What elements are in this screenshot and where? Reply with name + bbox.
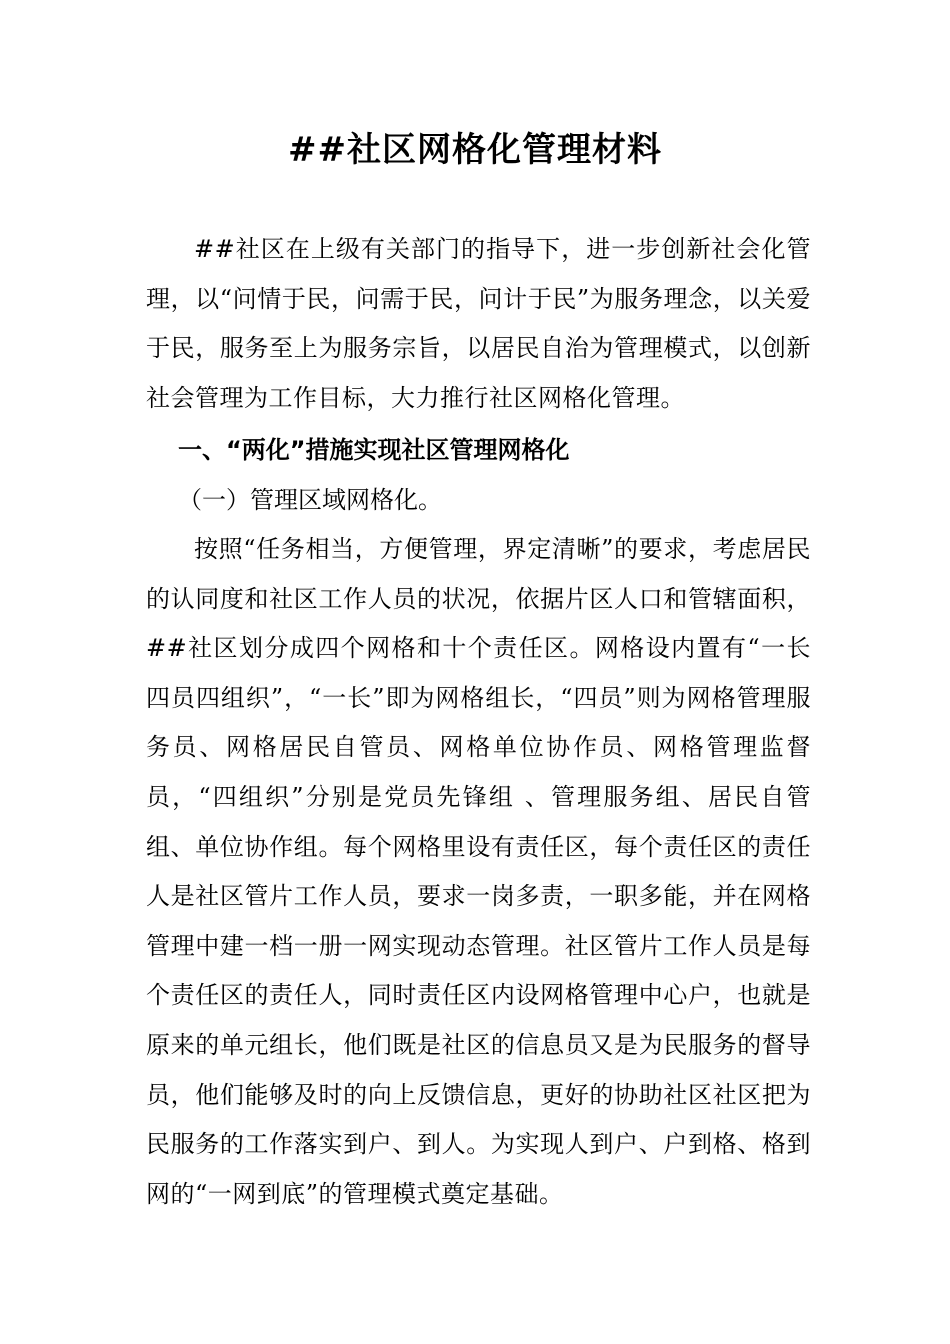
subsection-paragraph-1: 按照“任务相当，方便管理，界定清晰”的要求，考虑居民的认同度和社区工作人员的状况，依据片区人口和管辖面积，##社区划分成四个网格和十个责任区。网格设内置有“一长四员四组织”，“一长”即为网格组长，“四员”则为网格管理服务员、网格居民自管员、网格单位协作员、网格管理监督员，“四组织”分别是党员先锋组 、管理服务组、居民自管组、单位协作组。每个网格里设有责任区，每个责任区的责任人是社区管片工作人员，要求一岗多责，一职多能，并在网格管理中建一档一册一网实现动态管理。社区管片工作人员是每个责任区的责任人，同时责任区内设网格管理中心户，也就是原来的单元组长，他们既是社区的信息员又是为民服务的督导员，他们能够及时的向上反馈信息，更好的协助社区社区把为民服务的工作落实到户、到人。为实现人到户、户到格、格到网的“一网到底”的管理模式奠定基础。 [146, 535, 811, 1208]
document-title: ##社区网格化管理材料 [288, 130, 662, 170]
section-heading-1: 一、“两化”措施实现社区管理网格化 [178, 436, 570, 464]
subsection-heading-1: （一）管理区域网格化。 [178, 486, 442, 514]
intro-paragraph: ##社区在上级有关部门的指导下，进一步创新社会化管理，以“问情于民，问需于民，问计于民”为服务理念，以关爱于民，服务至上为服务宗旨，以居民自治为管理模式，以创新社会管理为工作目标，大力推行社区网格化管理。 [146, 235, 811, 412]
